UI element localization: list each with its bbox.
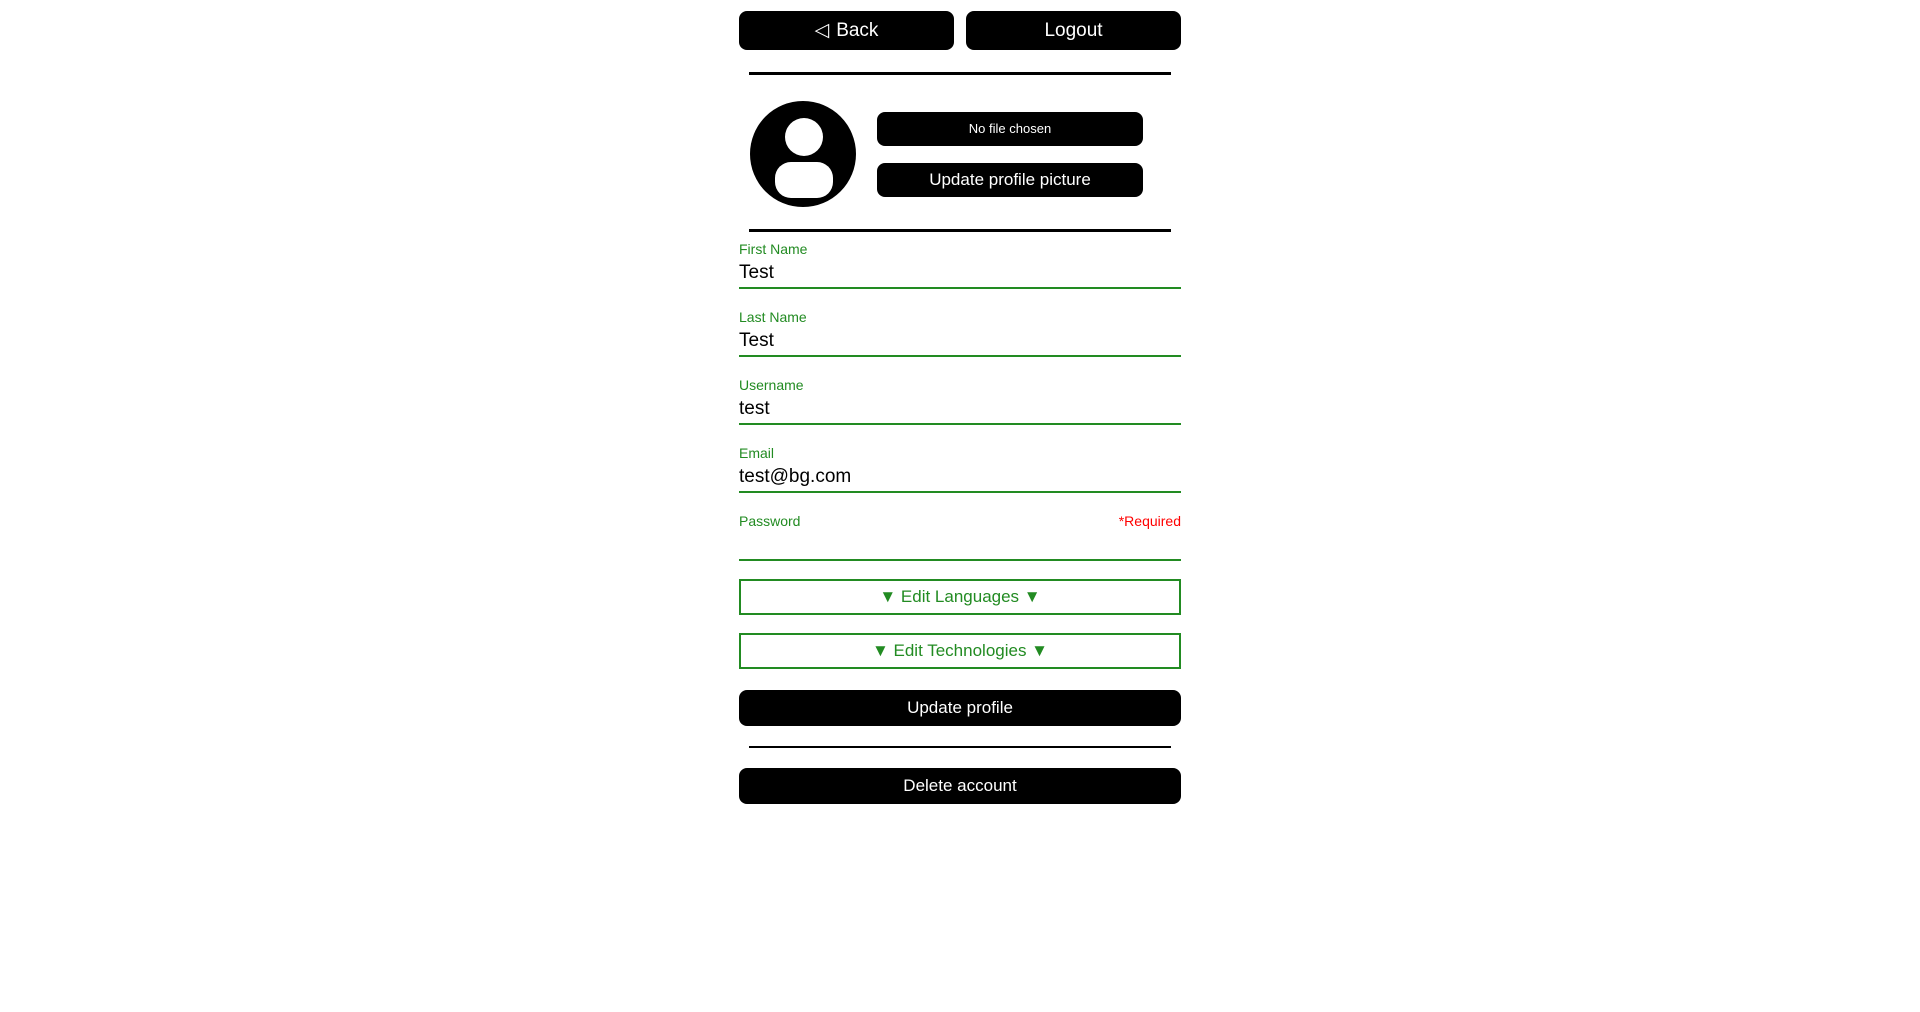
logout-button-label: Logout [1044, 20, 1103, 41]
divider-top [749, 72, 1171, 75]
last-name-input[interactable] [739, 326, 1181, 355]
password-input[interactable] [739, 530, 1181, 559]
password-required-note: *Required [1118, 513, 1181, 529]
profile-picture-controls [877, 112, 1143, 197]
avatar [750, 101, 856, 207]
top-navigation [739, 0, 1181, 50]
divider-danger [749, 746, 1171, 748]
back-button[interactable] [739, 11, 954, 50]
back-triangle-icon: ◁ [814, 20, 830, 41]
email-field [739, 445, 1181, 493]
file-input-button[interactable]: No file chosen [877, 112, 1143, 146]
update-profile-picture-button[interactable]: Update profile picture [877, 163, 1143, 197]
username-field [739, 377, 1181, 425]
edit-technologies-toggle[interactable]: ▼ Edit Technologies ▼ [739, 633, 1181, 669]
person-circle-icon [750, 101, 856, 207]
password-label: Password [739, 513, 801, 529]
edit-languages-toggle[interactable]: ▼ Edit Languages ▼ [739, 579, 1181, 615]
first-name-field [739, 241, 1181, 289]
logout-button[interactable] [966, 11, 1181, 50]
delete-account-button[interactable]: Delete account [739, 768, 1181, 804]
last-name-field [739, 309, 1181, 357]
profile-picture-section [739, 101, 1181, 207]
back-button-label: Back [836, 20, 879, 41]
divider-form [749, 229, 1171, 232]
update-profile-button[interactable]: Update profile [739, 690, 1181, 726]
password-field [739, 513, 1181, 561]
email-label: Email [739, 445, 775, 461]
first-name-label: First Name [739, 241, 808, 257]
username-input[interactable] [739, 394, 1181, 423]
first-name-input[interactable] [739, 258, 1181, 287]
username-label: Username [739, 377, 804, 393]
profile-page [739, 0, 1181, 804]
email-input[interactable] [739, 462, 1181, 491]
last-name-label: Last Name [739, 309, 807, 325]
profile-form [739, 241, 1181, 561]
